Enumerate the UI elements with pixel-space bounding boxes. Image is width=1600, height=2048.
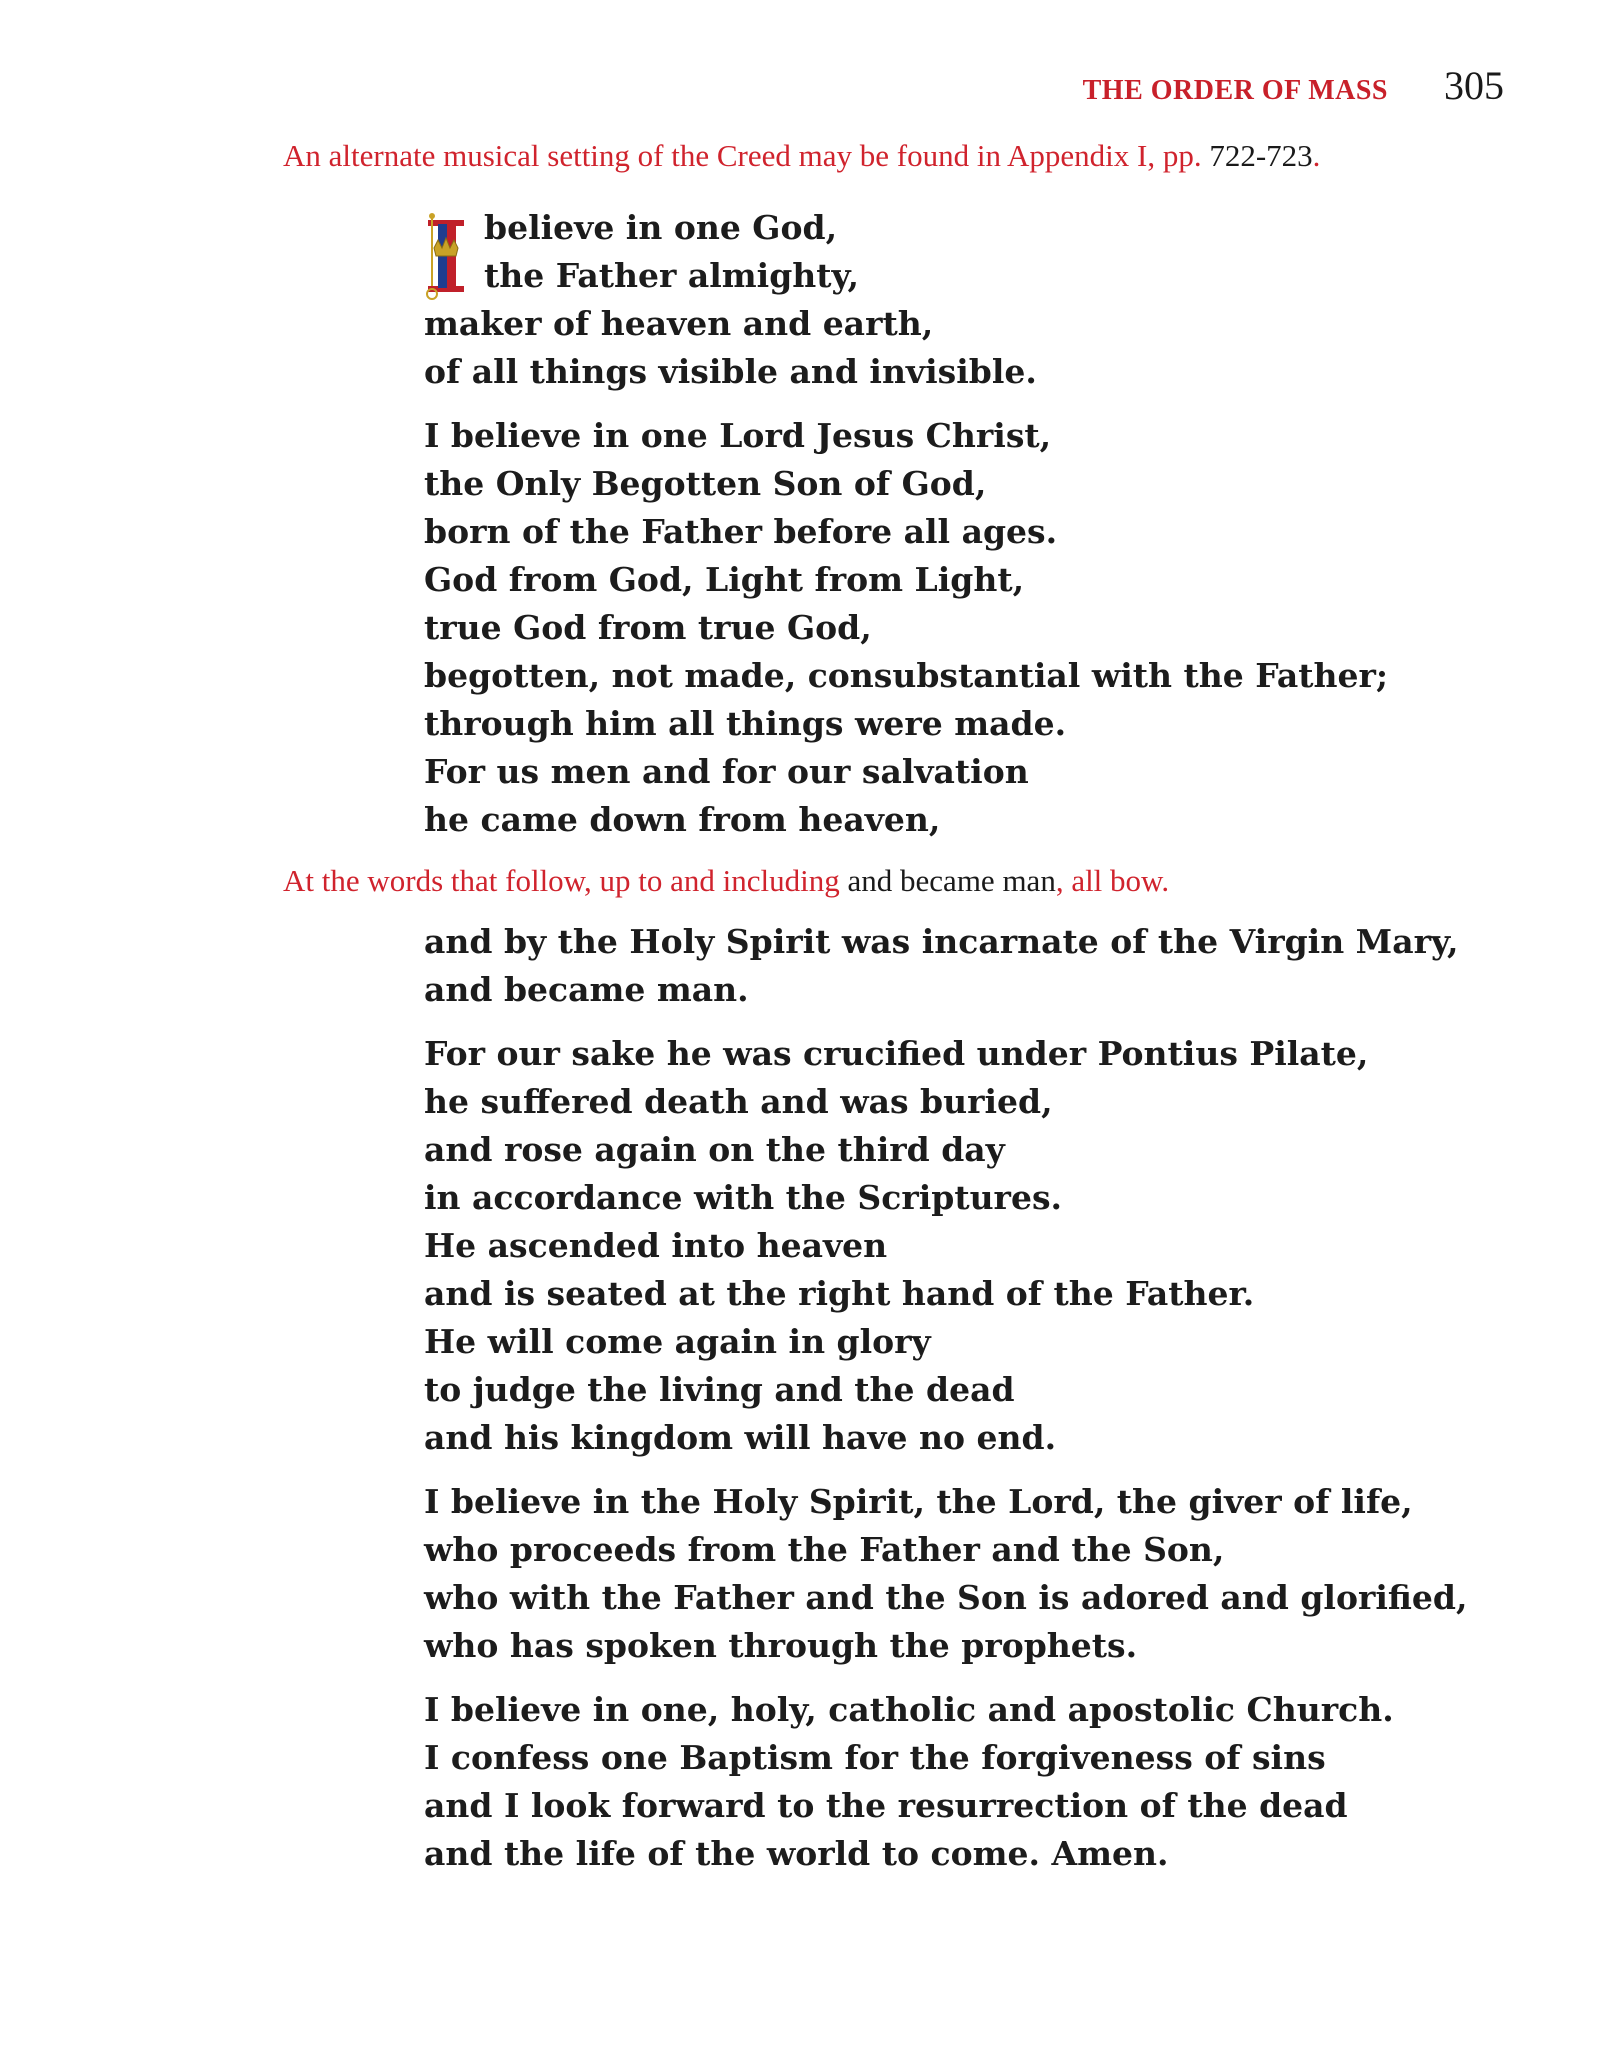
rubric-text: An alternate musical setting of the Creed may be found in Appendix I, pp.	[283, 138, 1202, 173]
creed-line: He will come again in glory	[424, 1322, 931, 1361]
creed-line: of all things visible and invisible.	[424, 352, 1037, 391]
creed-part-2	[424, 918, 1468, 1894]
rubric-page-reference: 722-723	[1209, 138, 1313, 173]
rubric-period: .	[1312, 138, 1321, 173]
creed-line: he suffered death and was buried,	[424, 1082, 1053, 1121]
creed-line: I believe in one Lord Jesus Christ,	[424, 416, 1052, 455]
creed-line: to judge the living and the dead	[424, 1370, 1015, 1409]
creed-part-1	[424, 204, 1424, 860]
creed-line: in accordance with the Scriptures.	[424, 1178, 1063, 1217]
creed-line: and rose again on the third day	[424, 1130, 1005, 1169]
creed-line: who with the Father and the Son is adored and glorified,	[424, 1578, 1468, 1617]
creed-line: born of the Father before all ages.	[424, 512, 1058, 551]
creed-line: I confess one Baptism for the forgiveness of sins	[424, 1738, 1326, 1777]
creed-line: the Father almighty,	[484, 256, 860, 295]
rubric-quoted-words: and became man	[847, 863, 1056, 898]
creed-line: through him all things were made.	[424, 704, 1067, 743]
rubric-creed-setting	[283, 138, 1320, 174]
creed-stanza-5	[424, 1478, 1468, 1670]
rubric-text: At the words that follow, up to and including	[283, 863, 840, 898]
creed-line: and by the Holy Spirit was incarnate of the Virgin Mary,	[424, 922, 1459, 961]
creed-line: For our sake he was crucified under Pontius Pilate,	[424, 1034, 1369, 1073]
creed-stanza-3	[424, 918, 1459, 1014]
creed-line: and the life of the world to come. Amen.	[424, 1834, 1169, 1873]
creed-line: who has spoken through the prophets.	[424, 1626, 1138, 1665]
creed-line: believe in one God,	[484, 208, 838, 247]
creed-line: I believe in the Holy Spirit, the Lord, the giver of life,	[424, 1482, 1413, 1521]
creed-line: For us men and for our salvation	[424, 752, 1029, 791]
creed-line: who proceeds from the Father and the Son,	[424, 1530, 1225, 1569]
illuminated-dropcap-i	[424, 210, 468, 302]
creed-line: He ascended into heaven	[424, 1226, 888, 1265]
creed-line: and is seated at the right hand of the Father.	[424, 1274, 1255, 1313]
creed-line: I believe in one, holy, catholic and apostolic Church.	[424, 1690, 1394, 1729]
creed-line: begotten, not made, consubstantial with the Father;	[424, 656, 1389, 695]
creed-line: he came down from heaven,	[424, 800, 941, 839]
creed-line: and became man.	[424, 970, 749, 1009]
creed-stanza-2	[424, 412, 1424, 844]
section-title: THE ORDER OF MASS	[1082, 75, 1388, 106]
page-header	[1083, 62, 1504, 109]
creed-line: maker of heaven and earth,	[424, 304, 934, 343]
creed-line: God from God, Light from Light,	[424, 560, 1025, 599]
creed-line: and I look forward to the resurrection of the dead	[424, 1786, 1348, 1825]
dropcap-lines	[424, 204, 1424, 300]
page-number: 305	[1444, 63, 1504, 108]
creed-stanza-1	[424, 204, 1424, 396]
creed-line: the Only Begotten Son of God,	[424, 464, 987, 503]
rubric-text-end: , all bow.	[1055, 863, 1170, 898]
creed-line: and his kingdom will have no end.	[424, 1418, 1057, 1457]
creed-stanza-4	[424, 1030, 1424, 1462]
creed-line: true God from true God,	[424, 608, 872, 647]
creed-stanza-6	[424, 1686, 1424, 1878]
rubric-bow-instruction	[283, 863, 1169, 899]
